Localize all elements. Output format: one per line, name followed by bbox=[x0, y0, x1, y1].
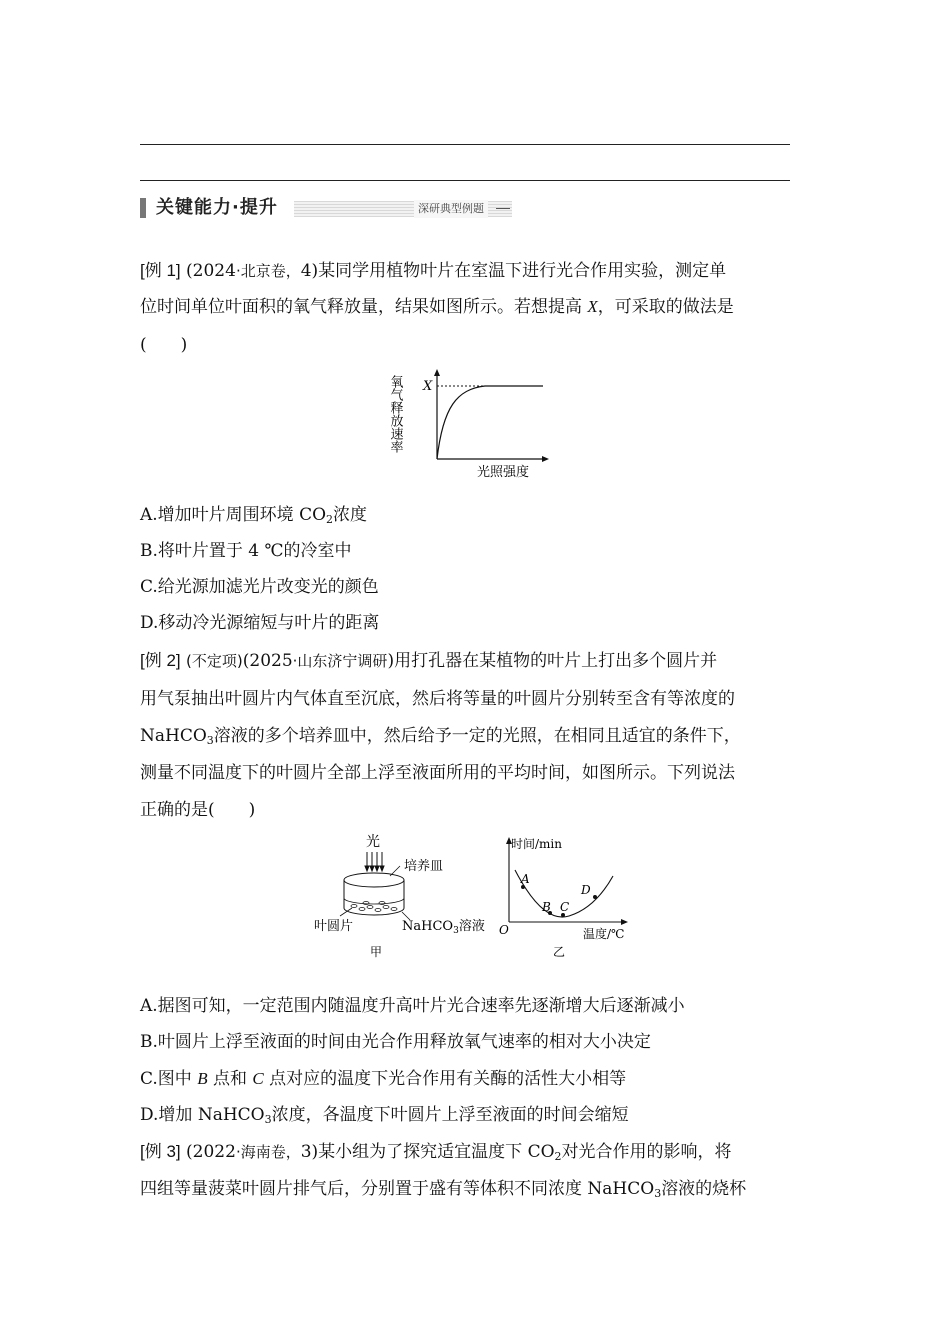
ex2-option-c-1: C.图中 bbox=[140, 1069, 198, 1089]
ex1-chart bbox=[387, 367, 555, 482]
ex3-tag: [例 3] bbox=[140, 1142, 181, 1161]
ex2-figure-yi bbox=[495, 832, 645, 962]
ex1-xlabel: 光照强度 bbox=[477, 465, 530, 480]
ex1-source: ·北京卷， bbox=[235, 262, 301, 280]
ex2-option-d-pre: D.增加 NaHCO bbox=[140, 1105, 265, 1125]
ex2-line-3-pre: NaHCO bbox=[140, 726, 207, 746]
ex1-option-a-sub: 2 bbox=[326, 513, 334, 526]
ex2-dish-bottom bbox=[344, 908, 404, 915]
ex2-tag: [例 2] bbox=[140, 651, 181, 670]
ex2-xlabel: 温度/℃ bbox=[583, 927, 625, 941]
ex2-point-d bbox=[593, 895, 597, 899]
ex2-option-c-2: 点和 bbox=[207, 1069, 253, 1089]
ex1-line-2 bbox=[140, 295, 734, 319]
ex1-curve bbox=[437, 386, 543, 459]
ex1-answer-paren: ( ) bbox=[140, 335, 188, 355]
ex2-label-yi: 乙 bbox=[553, 945, 566, 959]
ex1-var: X bbox=[587, 297, 598, 316]
section-banner bbox=[140, 196, 514, 222]
ex2-option-b: B.叶圆片上浮至液面的时间由光合作用释放氧气速率的相对大小决定 bbox=[140, 1032, 651, 1052]
ex1-tag: [例 1] bbox=[140, 261, 181, 280]
ex2-option-c-3: 点对应的温度下光合作用有关酶的活性大小相等 bbox=[263, 1069, 627, 1089]
ex2-option-d-post: 浓度，各温度下叶圆片上浮至液面的时间会缩短 bbox=[271, 1105, 629, 1125]
ex2-point-label-c: C bbox=[560, 900, 570, 914]
ex2-option-c bbox=[140, 1067, 626, 1091]
ex2-option-c-b: B bbox=[197, 1069, 208, 1088]
ex1-ymark: X bbox=[423, 379, 433, 394]
ex1-option-b: B.将叶片置于 4 ℃的冷室中 bbox=[140, 541, 352, 561]
ex2-line-3 bbox=[140, 724, 741, 748]
ex3-text-1-pre: 某小组为了探究适宜温度下 CO bbox=[318, 1142, 555, 1162]
ex2-dish-top bbox=[344, 873, 404, 887]
ex1-num: 4) bbox=[300, 261, 319, 281]
ex2-label-jia: 甲 bbox=[370, 945, 383, 959]
ex2-line-3-sub: 3 bbox=[206, 734, 214, 747]
ex2-text-1: 用打孔器在某植物的叶片上打出多个圆片并 bbox=[394, 651, 718, 671]
banner-tail bbox=[496, 208, 510, 209]
ex2-year: (2025 bbox=[242, 651, 293, 671]
ex1-text-2a: 位时间单位叶面积的氧气释放量，结果如图所示。若想提高 bbox=[140, 297, 588, 317]
ex1-x-arrow bbox=[542, 456, 549, 462]
answer-line bbox=[140, 180, 790, 181]
ex3-num: 3) bbox=[300, 1142, 319, 1162]
ex2-light-arrows bbox=[365, 852, 384, 871]
ex2-line-4: 测量不同温度下的叶圆片全部上浮至液面所用的平均时间，如图所示。下列说法 bbox=[140, 763, 735, 783]
ex2-option-c-c: C bbox=[252, 1069, 264, 1088]
ex3-source: ·海南卷， bbox=[235, 1143, 301, 1161]
ex1-option-c: C.给光源加滤光片改变光的颜色 bbox=[140, 577, 379, 597]
ex1-option-a bbox=[140, 503, 367, 527]
ex2-option-d-sub: 3 bbox=[264, 1113, 272, 1126]
ex2-line-1 bbox=[140, 649, 717, 673]
ex2-leaf-label: 叶圆片 bbox=[314, 919, 354, 934]
ex2-point-label-a: A bbox=[521, 872, 530, 886]
ex2-origin: O bbox=[499, 923, 509, 937]
ex1-option-a-post: 浓度 bbox=[333, 505, 368, 525]
ex2-point-label-d: D bbox=[581, 883, 591, 897]
ex2-line-2: 用气泵抽出叶圆片内气体直至沉底，然后将等量的叶圆片分别转至含有等浓度的 bbox=[140, 689, 735, 709]
ex3-text-1-post: 对光合作用的影响，将 bbox=[561, 1142, 732, 1162]
ex1-ylabel: 氧气释放速率 bbox=[387, 375, 403, 453]
ex3-line-2 bbox=[140, 1177, 746, 1201]
ex3-year: (2022 bbox=[186, 1142, 236, 1162]
section-subtitle: 深研典型例题 bbox=[414, 200, 488, 218]
ex2-light-label: 光 bbox=[366, 834, 380, 850]
ex3-line-2-sub: 3 bbox=[654, 1187, 662, 1200]
ex1-year: (2024 bbox=[186, 261, 236, 281]
ex1-text-1: 某同学用植物叶片在室温下进行光合作用实验，测定单 bbox=[318, 261, 727, 281]
ex2-option-a: A.据图可知，一定范围内随温度升高叶片光合速率先逐渐增大后逐渐减小 bbox=[140, 996, 685, 1016]
ex2-x-arrow bbox=[621, 919, 628, 925]
ex3-text-1-sub: 2 bbox=[554, 1150, 562, 1163]
ex2-close: ) bbox=[387, 651, 395, 671]
banner-bar bbox=[140, 198, 146, 218]
ex2-source: ·山东济宁调研 bbox=[292, 652, 388, 670]
ex1-text-2b: ，可采取的做法是 bbox=[597, 297, 734, 317]
ex2-kind: (不定项) bbox=[186, 652, 243, 670]
ex2-option-d bbox=[140, 1103, 629, 1127]
ex1-y-arrow bbox=[434, 369, 440, 376]
ex2-figure-jia bbox=[310, 832, 500, 962]
ex1-option-a-text: A.增加叶片周围环境 CO bbox=[140, 505, 327, 525]
ex2-dish-label: 培养皿 bbox=[404, 859, 444, 874]
ex1-line-1 bbox=[140, 259, 726, 283]
ex2-line-5: 正确的是( ) bbox=[140, 800, 256, 820]
ex2-point-label-b: B bbox=[542, 900, 551, 914]
ex3-line-2-pre: 四组等量菠菜叶圆片排气后，分别置于盛有等体积不同浓度 NaHCO bbox=[140, 1179, 655, 1199]
ex2-line-3-post: 溶液的多个培养皿中，然后给予一定的光照，在相同且适宜的条件下， bbox=[213, 726, 741, 746]
section-title: 关键能力·提升 bbox=[156, 197, 278, 218]
answer-line bbox=[140, 144, 790, 145]
ex3-line-1 bbox=[140, 1140, 732, 1164]
ex1-option-d: D.移动冷光源缩短与叶片的距离 bbox=[140, 613, 380, 633]
ex3-line-2-post: 溶液的烧杯 bbox=[661, 1179, 747, 1199]
ex2-solution-label: NaHCO$_3$溶液 bbox=[402, 919, 485, 936]
ex2-liquid-surface bbox=[344, 898, 404, 904]
ex2-ylabel: 时间/min bbox=[511, 837, 562, 851]
